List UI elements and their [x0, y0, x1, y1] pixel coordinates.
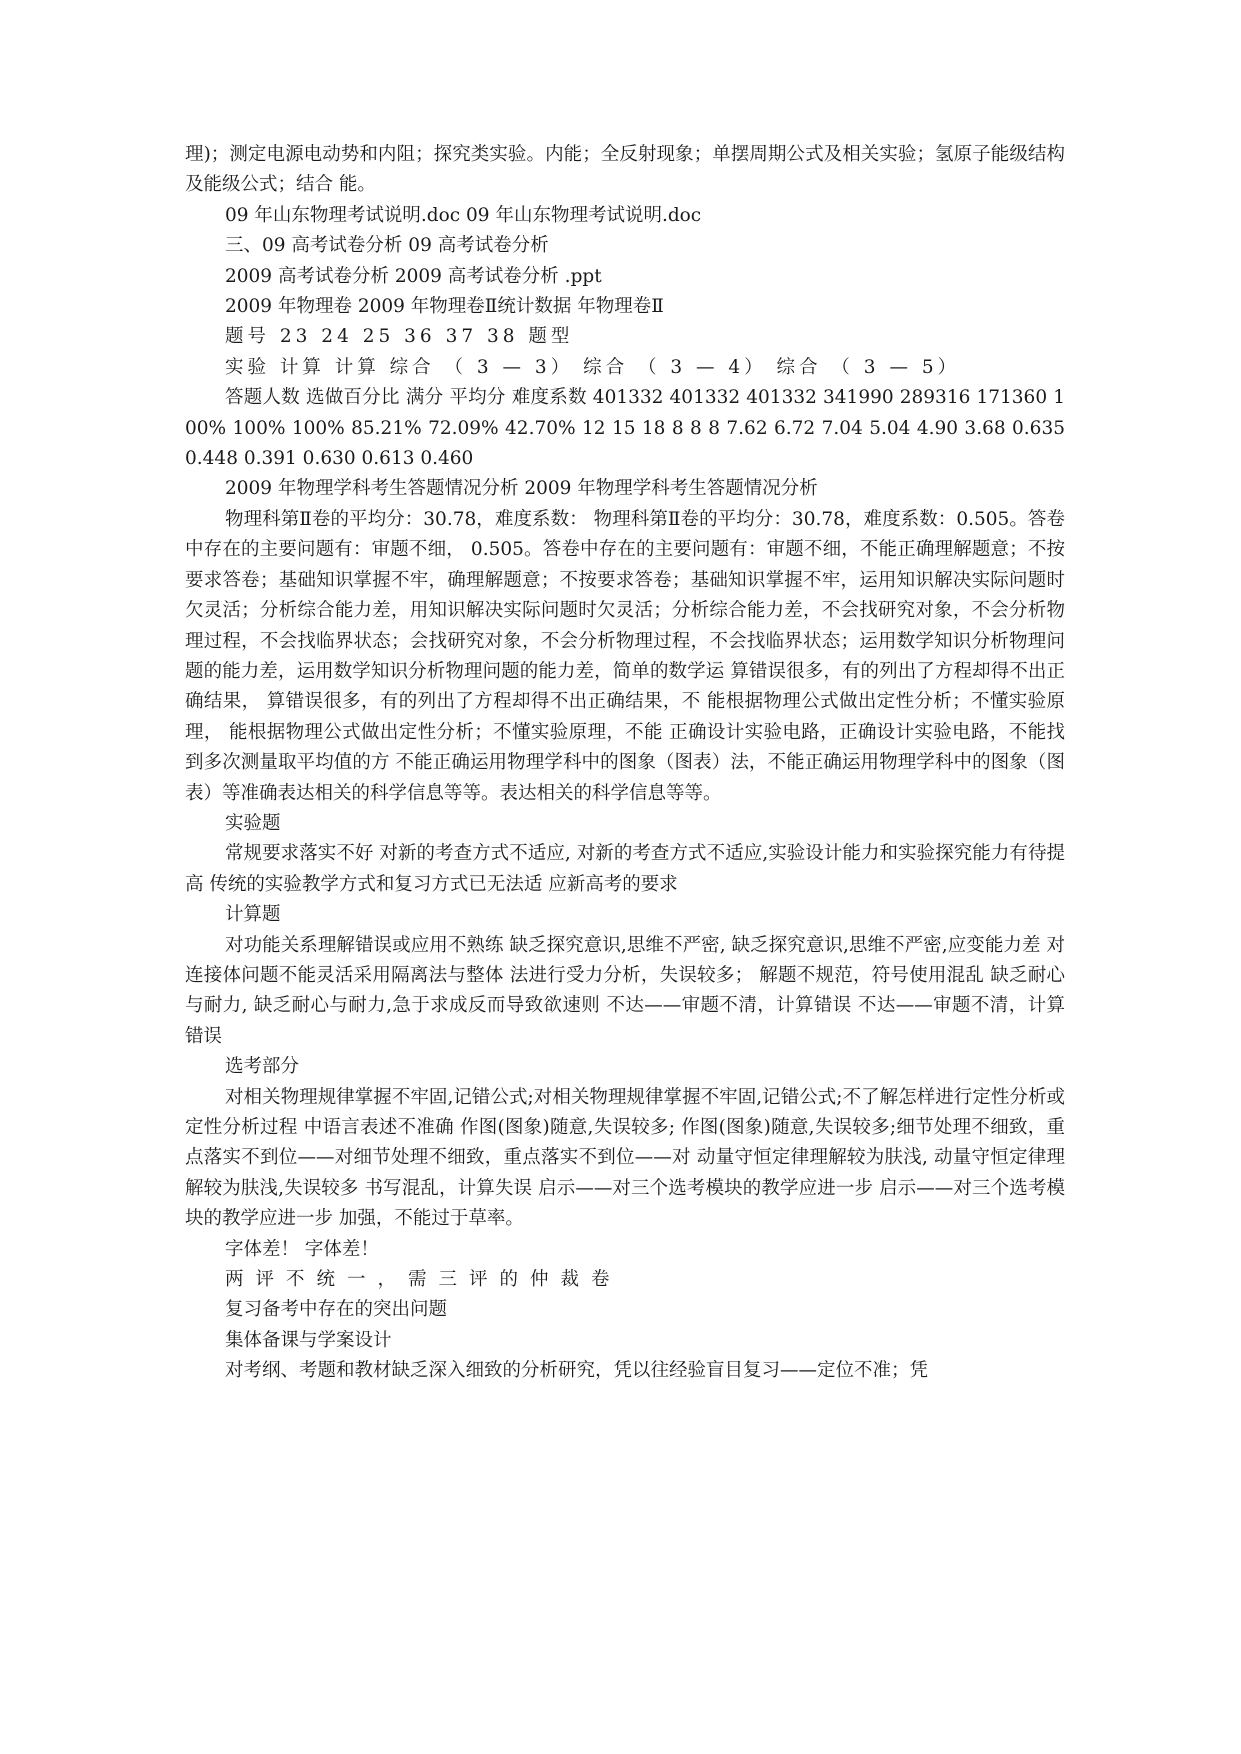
document-page	[185, 140, 1065, 1387]
body-paragraph: 对考纲、考题和教材缺乏深入细致的分析研究，凭以往经验盲目复习——定位不准；凭	[225, 1360, 929, 1382]
table-row-question-numbers: 题号 23 24 25 36 37 38 题型	[225, 326, 574, 348]
section-heading: 三、09 高考试卷分析 09 高考试卷分析	[225, 235, 549, 257]
body-line: 两评不统一，需三评的仲裁卷	[225, 1269, 622, 1291]
subheading: 2009 年物理学科考生答题情况分析 2009 年物理学科考生答题情况分析	[225, 478, 818, 500]
body-paragraph: 常规要求落实不好 对新的考查方式不适应, 对新的考查方式不适应,实验设计能力和实验探究能力有待提高 传统的实验教学方式和复习方式已无法适 应新高考的要求	[185, 843, 1065, 895]
body-paragraph: 理)；测定电源电动势和内阻；探究类实验。内能；全反射现象；单摆周期公式及相关实验；氢原子能级结构及能级公式；结合 能。	[185, 144, 1065, 196]
file-reference: 09 年山东物理考试说明.doc 09 年山东物理考试说明.doc	[225, 204, 702, 226]
subheading-calculation: 计算题	[225, 904, 281, 926]
file-reference: 2009 高考试卷分析 2009 高考试卷分析 .ppt	[225, 265, 602, 287]
body-paragraph: 对功能关系理解错误或应用不熟练 缺乏探究意识,思维不严密, 缺乏探究意识,思维不严密,应变能力差 对连接体问题不能灵活采用隔离法与整体 法进行受力分析，失误较多； 解题不规范，符号使用混乱 缺乏耐心与耐力, 缺乏耐心与耐力,急于求成反而导致欲速则 不达——审题不清，计算错误 不达——审题不清，计算错误	[185, 934, 1065, 1047]
subheading: 集体备课与学案设计	[225, 1329, 392, 1351]
subheading-experiment: 实验题	[225, 812, 281, 834]
body-line: 字体差！ 字体差！	[225, 1238, 379, 1260]
subheading: 复习备考中存在的突出问题	[225, 1299, 448, 1321]
subheading-elective: 选考部分	[225, 1056, 300, 1078]
body-paragraph: 对相关物理规律掌握不牢固,记错公式;对相关物理规律掌握不牢固,记错公式;不了解怎样进行定性分析或定性分析过程 中语言表述不准确 作图(图象)随意,失误较多; 作图(图象)随意,失误较多;细节处理不细致，重点落实不到位——对细节处理不细致，重点落实不到位——对 动量守恒定律理解较为肤浅, 动量守恒定律理解较为肤浅,失误较多 书写混乱，计算失误 启示——对三个选考模块的教学应进一步 启示——对三个选考模块的教学应进一步 加强，不能过于草率。	[185, 1086, 1065, 1230]
table-row-question-types: 实验 计算 计算 综合 （ 3 — 3） 综合 （ 3 — 4） 综合 （ 3 — 5）	[225, 356, 961, 378]
body-line: 2009 年物理卷 2009 年物理卷Ⅱ统计数据 年物理卷Ⅱ	[225, 296, 664, 318]
table-row-statistics: 答题人数 选做百分比 满分 平均分 难度系数 401332 401332 401332 341990 289316 171360 100% 100% 100% 85.21% 72.09% 42.70% 12 15 18 8 8 8 7.62 6.72 7.04 5.04 4.90 3.68 0.635 0.448 0.391 0.630 0.613 0.460	[185, 387, 1065, 470]
body-paragraph: 物理科第Ⅱ卷的平均分：30.78，难度系数： 物理科第Ⅱ卷的平均分：30.78，难度系数：0.505。答卷中存在的主要问题有：审题不细， 0.505。答卷中存在的主要问题有：审题不细，不能正确理解题意；不按要求答卷；基础知识掌握不牢，确理解题意；不按要求答卷；基础知识掌握不牢，运用知识解决实际问题时欠灵活；分析综合能力差，用知识解决实际问题时欠灵活；分析综合能力差，不会找研究对象，不会分析物理过程，不会找临界状态；会找研究对象，不会分析物理过程，不会找临界状态；运用数学知识分析物理问题的能力差，运用数学知识分析物理问题的能力差，简单的数学运 算错误很多，有的列出了方程却得不出正确结果， 算错误很多，有的列出了方程却得不出正确结果，不 能根据物理公式做出定性分析；不懂实验原理， 能根据物理公式做出定性分析；不懂实验原理，不能 正确设计实验电路，正确设计实验电路，不能找到多次测量取平均值的方 不能正确运用物理学科中的图象（图表）法，不能正确运用物理学科中的图象（图表）等准确表达相关的科学信息等等。表达相关的科学信息等等。	[185, 508, 1065, 804]
